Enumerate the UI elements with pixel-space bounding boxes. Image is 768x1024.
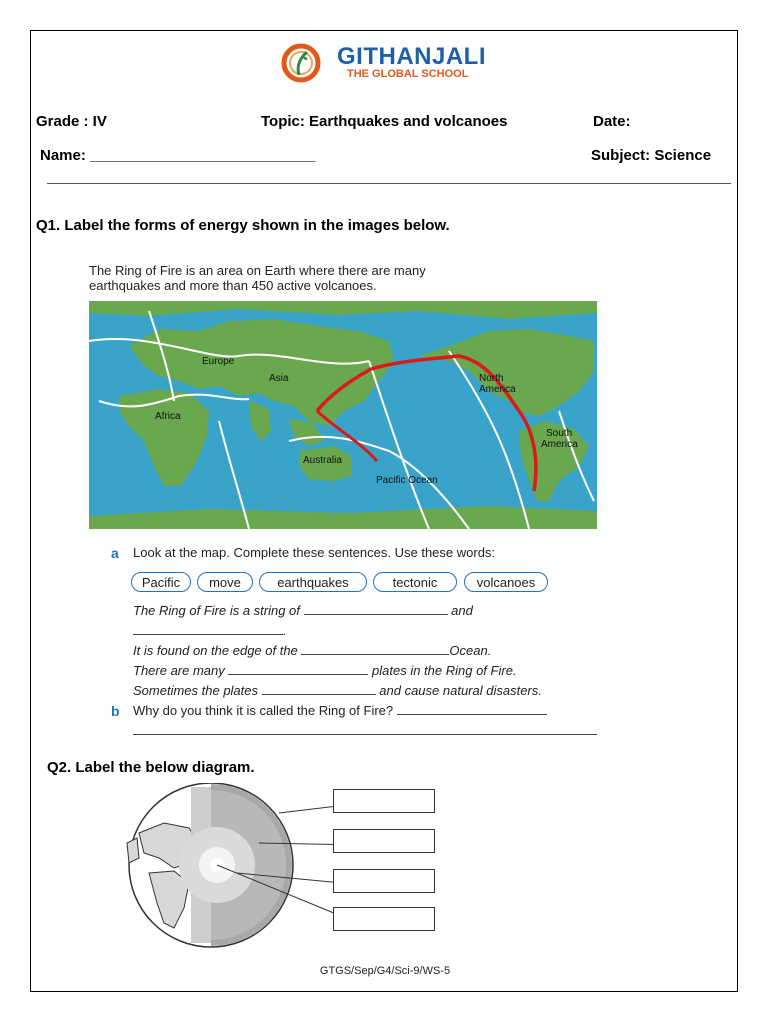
ring-of-fire-map [89,301,597,529]
logo-brand-name: GITHANJALI [337,43,486,70]
logo-tagline: THE GLOBAL SCHOOL [347,68,469,80]
worksheet-footer-code: GTGS/Sep/G4/Sci-9/WS-5 [319,965,451,977]
intro-line-1: The Ring of Fire is an area on Earth where there are many [89,263,426,278]
sentence-2-start: It is found on the edge of the [133,643,298,658]
map-label-north-america: North America [479,373,516,395]
sentence-1-continued: . [133,623,287,638]
map-label-europe: Europe [202,356,235,367]
sentence-1 [133,603,473,618]
label-box-crust[interactable] [333,789,435,813]
sentence-1-end: and [451,603,473,618]
sentence-4-end: and cause natural disasters. [379,683,542,698]
part-b-question-row [133,703,547,718]
header-divider [47,183,731,184]
date-label: Date: [593,113,631,130]
sentence-3-blank[interactable] [228,664,368,675]
word-bank-volcanoes: volcanoes [464,572,548,592]
sentence-4 [133,683,542,698]
q2-title: Q2. Label the below diagram. [47,759,255,776]
map-label-south-america: South America [541,428,578,450]
sentence-1-start: The Ring of Fire is a string of [133,603,300,618]
map-label-asia: Asia [269,373,289,384]
intro-line-2: earthquakes and more than 450 active volcanoes. [89,278,377,293]
sentence-2-blank[interactable] [301,644,449,655]
label-box-mantle[interactable] [333,829,435,853]
map-label-australia: Australia [303,455,342,466]
sentence-1-blank[interactable] [304,604,448,615]
word-bank-pacific: Pacific [131,572,191,592]
part-a-instruction: Look at the map. Complete these sentences. Use these words: [133,545,496,560]
grade-label: Grade : IV [36,113,107,130]
school-logo [279,43,489,83]
sentence-4-start: Sometimes the plates [133,683,259,698]
sentence-2 [133,643,491,658]
label-box-outer-core[interactable] [333,869,435,893]
map-label-pacific: Pacific Ocean [376,475,438,486]
sentence-3 [133,663,517,678]
sentence-1-blank-2[interactable] [133,624,283,635]
map-label-africa: Africa [155,411,181,422]
word-bank-tectonic: tectonic [373,572,457,592]
word-bank-move: move [197,572,253,592]
label-box-inner-core[interactable] [333,907,435,931]
q1-title: Q1. Label the forms of energy shown in the images below. [36,217,450,234]
sentence-3-start: There are many [133,663,225,678]
name-field-label: Name: ___________________________ [40,147,316,164]
subject-label: Subject: Science [591,147,712,164]
part-a-tag: a [111,545,119,561]
ring-of-fire-intro [89,263,426,293]
word-bank-earthquakes: earthquakes [259,572,367,592]
part-b-answer-line[interactable] [133,734,597,735]
part-b-question: Why do you think it is called the Ring of Fire? [133,703,394,718]
part-b-answer-blank[interactable] [397,704,547,715]
part-b-tag: b [111,703,120,719]
logo-emblem-icon [279,43,329,83]
sentence-3-end: plates in the Ring of Fire. [372,663,517,678]
sentence-2-end: Ocean. [449,643,492,658]
worksheet-page [30,30,738,992]
topic-label: Topic: Earthquakes and volcanoes [261,113,508,130]
sentence-4-blank[interactable] [262,684,376,695]
